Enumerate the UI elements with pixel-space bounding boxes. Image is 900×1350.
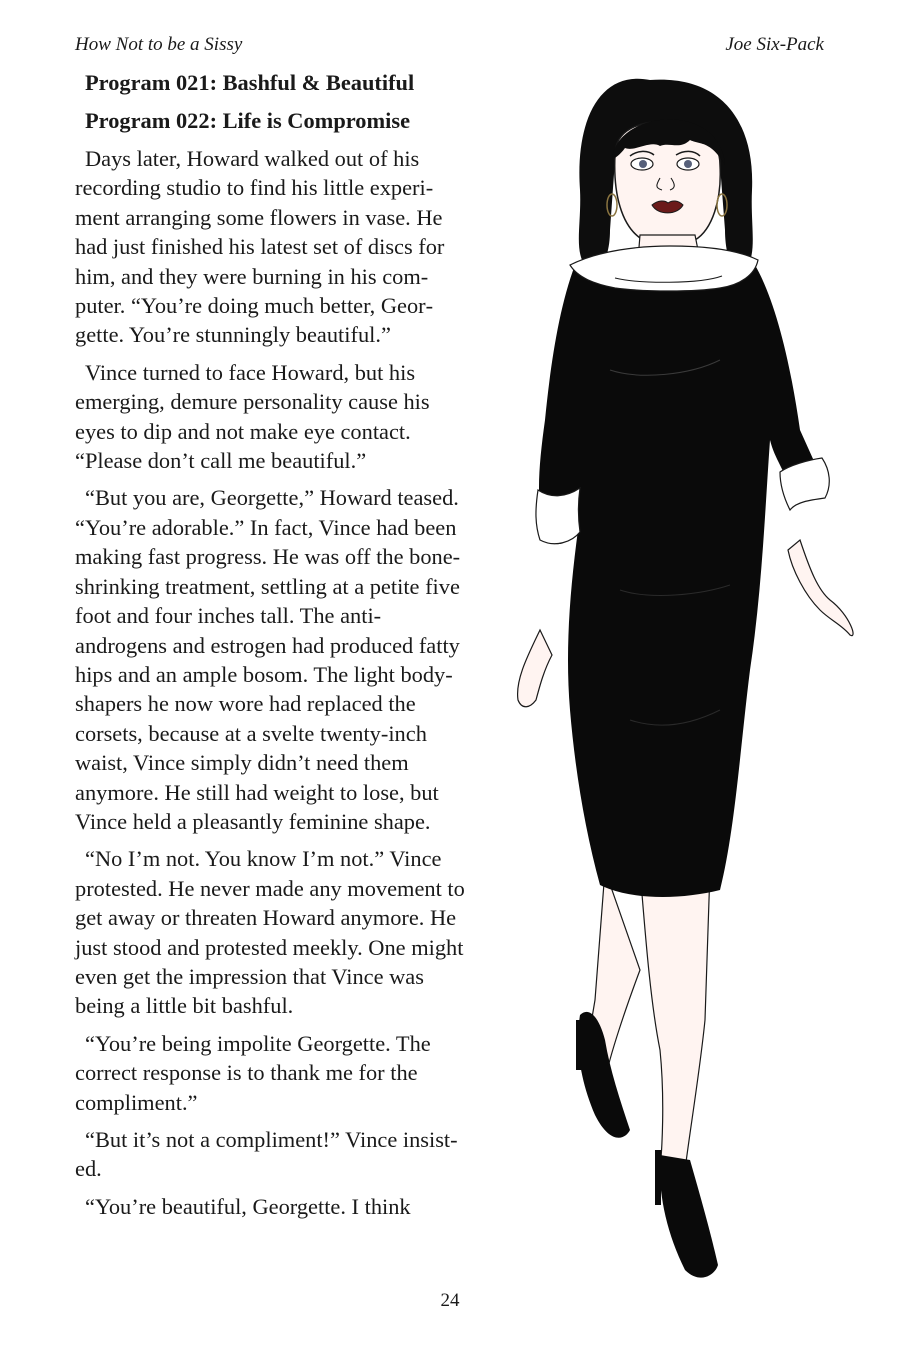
- program-heading-021: Program 021: Bashful & Beautiful: [85, 70, 415, 95]
- right-leg: [640, 870, 710, 1170]
- body-text-column: [75, 68, 470, 1229]
- paragraph: “You’re being impolite Georgette. The correct response is to thank me for the compliment.”: [75, 1030, 431, 1115]
- right-shoe: [660, 1155, 718, 1278]
- left-cuff: [536, 488, 580, 544]
- page-number: 24: [440, 1290, 460, 1311]
- woman-in-black-dress-illustration: [500, 70, 870, 1280]
- running-header-author: Joe Six-Pack: [725, 34, 824, 55]
- paragraph: “But you are, Georgette,” Howard teased. “You’re adorable.” In fact, Vince had been making fast progress. He was off the bone-shrinking treatment, settling at a petite five foot and four inches tall. The anti-androgens and estrogen had produced fatty hips and an ample bosom. The light body-shapers he now wore had replaced the corsets, because at a svelte twenty-inch waist, Vince simply didn’t need them anymore. He still had weight to lose, but Vince held a pleasantly feminine shape.: [75, 485, 461, 834]
- paragraph: “You’re beautiful, Georgette. I think: [85, 1193, 411, 1219]
- left-hand: [518, 630, 552, 707]
- paragraph: “But it’s not a compliment!” Vince insisted.: [75, 1127, 458, 1182]
- running-header-title: How Not to be a Sissy: [75, 34, 243, 55]
- paragraph: Days later, Howard walked out of his recording studio to find his little experiment arranging some flowers in vase. He had just finished his latest set of discs for him, and they were burning in his computer. “You’re doing much better, Georgette. You’re stunningly beautiful.”: [75, 146, 445, 348]
- right-hand: [788, 540, 853, 636]
- left-iris: [639, 160, 647, 168]
- paragraph: Vince turned to face Howard, but his emerging, demure personality cause his eyes to dip and not make eye contact. “Please don’t call me beautiful.”: [75, 359, 430, 474]
- right-iris: [684, 160, 692, 168]
- program-heading-022: Program 022: Life is Compromise: [85, 108, 411, 133]
- left-heel: [576, 1020, 582, 1070]
- right-heel: [655, 1150, 661, 1205]
- illustration-svg: [500, 70, 870, 1280]
- black-dress: [539, 252, 818, 897]
- paragraph: “No I’m not. You know I’m not.” Vince protested. He never made any movement to get away or threaten Howard anymore. He just stood and protested meekly. One might even get the impression that Vince was being a little bit bashful.: [75, 846, 465, 1019]
